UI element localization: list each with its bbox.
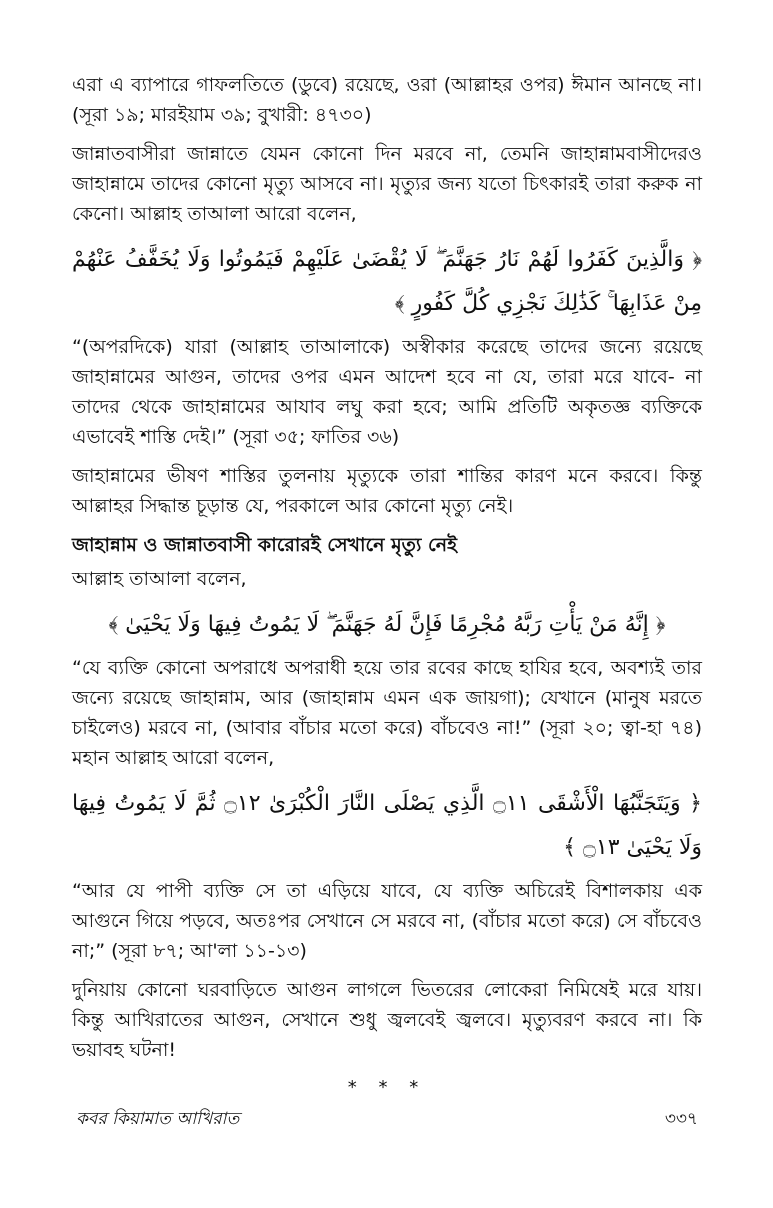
footer-page-number: ৩৩৭ — [664, 1109, 698, 1129]
paragraph-intro: এরা এ ব্যাপারে গাফলতিতে (ডুবে) রয়েছে, ওরা (আল্লাহর ওপর) ঈমান আনছে না। (সূরা ১৯; মারইয়াম ৩৯; বুখারী: ৪৭৩০) — [72, 74, 702, 126]
paragraph-closing: দুনিয়ায় কোনো ঘরবাড়িতে আগুন লাগলে ভিতরের লোকেরা নিমিষেই মরে যায়। কিন্তু আখিরাতের আগুন, সেখানে শুধু জ্বলবেই জ্বলবে। মৃত্যুবরণ করবে না। কি ভয়াবহ ঘটনা! — [72, 979, 702, 1061]
page-body — [72, 70, 702, 1098]
paragraph-translation-fatir: “(অপরদিকে) যারা (আল্লাহ তাআলাকে) অস্বীকার করেছে তাদের জন্যে রয়েছে জাহান্নামের আগুন, তাদের ওপর এমন আদেশ হবে না যে, তারা মরে যাবে- না তাদের থেকে জাহান্নামের আযাব লঘু করা হবে; আমি প্রতিটি অকৃতজ্ঞ ব্যক্তিকে এভাবেই শাস্তি দেই।” (সূরা ৩৫; ফাতির ৩৬) — [72, 336, 702, 448]
paragraph-allah-says: আল্লাহ তাআলা বলেন, — [72, 568, 247, 590]
arabic-verse-taha: ﴿ إِنَّهُ مَنْ يَأْتِ رَبَّهُ مُجْرِمًا فَإِنَّ لَهُ جَهَنَّمَ ۖ لَا يَمُوتُ فِيهَا وَلَا يَحْيَىٰ ﴾ — [108, 612, 666, 637]
paragraph-no-death: জান্নাতবাসীরা জান্নাতে যেমন কোনো দিন মরবে না, তেমনি জাহান্নামবাসীদেরও জাহান্নামে তাদের কোনো মৃত্যু আসবে না। মৃত্যুর জন্য যতো চিৎকারই তারা করুক না কেনো। আল্লাহ তাআলা আরো বলেন, — [72, 143, 702, 225]
paragraph-translation-ala: “আর যে পাপী ব্যক্তি সে তা এড়িয়ে যাবে, যে ব্যক্তি অচিরেই বিশালকায় এক আগুনে গিয়ে পড়বে, অতঃপর সেখানে সে মরবে না, (বাঁচার মতো করে) সে বাঁচবেও না;” (সূরা ৮৭; আ'লা ১১-১৩) — [72, 880, 702, 962]
section-divider-stars: * * * — [347, 1077, 427, 1098]
paragraph-comparison: জাহান্নামের ভীষণ শাস্তির তুলনায় মৃত্যুকে তারা শান্তির কারণ মনে করবে। কিন্তু আল্লাহর সিদ্ধান্ত চূড়ান্ত যে, পরকালে আর কোনো মৃত্যু নেই। — [72, 465, 702, 517]
arabic-verse-fatir: ﴿ وَالَّذِينَ كَفَرُوا لَهُمْ نَارُ جَهَنَّمَ ۖ لَا يُقْضَىٰ عَلَيْهِمْ فَيَمُوتُوا وَلَا يُخَفَّفُ عَنْهُمْ مِنْ عَذَابِهَا ۚ كَذَٰلِكَ نَجْزِي كُلَّ كَفُورٍ ﴾ — [72, 247, 702, 316]
paragraph-translation-taha: “যে ব্যক্তি কোনো অপরাধে অপরাধী হয়ে তার রবের কাছে হাযির হবে, অবশ্যই তার জন্যে রয়েছে জাহান্নাম, আর (জাহান্নাম এমন এক জায়গা); যেখানে (মানুষ মরতে চাইলেও) মরবে না, (আবার বাঁচার মতো করে) বাঁচবেও না!” (সূরা ২০; ত্বা-হা ৭৪) মহান আল্লাহ আরো বলেন, — [72, 657, 702, 769]
footer-book-title: কবর কিয়ামাত আখিরাত — [76, 1109, 240, 1129]
page-footer — [76, 1106, 698, 1134]
section-heading: জাহান্নাম ও জান্নাতবাসী কারোরই সেখানে মৃত্যু নেই — [72, 534, 457, 556]
arabic-verse-ala: ﴿ وَيَتَجَنَّبُهَا الْأَشْقَى ۝١١ الَّذِي يَصْلَى النَّارَ الْكُبْرَىٰ ۝١٢ ثُمَّ لَا يَمُوتُ فِيهَا وَلَا يَحْيَىٰ ۝١٣ ﴾ — [72, 791, 703, 860]
